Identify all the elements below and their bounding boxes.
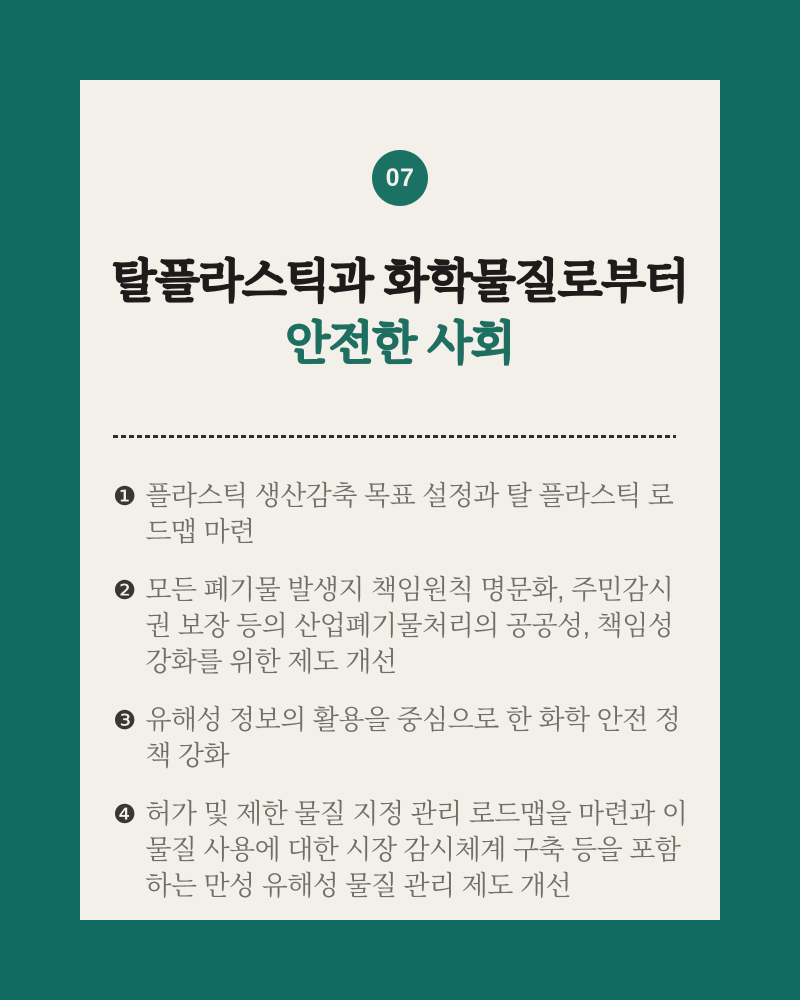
list-item-text: 플라스틱 생산감축 목표 설정과 탈 플라스틱 로드맵 마련 [145, 481, 674, 547]
numbered-bullet-icon: ❶ [113, 481, 137, 511]
list-item [113, 572, 694, 680]
content-card [80, 80, 720, 920]
title-line-1: 탈플라스틱과 화학물질로부터 [111, 255, 689, 307]
list-item-text: 모든 폐기물 발생지 책임원칙 명문화, 주민감시권 보장 등의 산업폐기물처리의 공공성, 책임성 강화를 위한 제도 개선 [145, 575, 674, 677]
policy-list [113, 478, 694, 926]
numbered-bullet-icon: ❸ [113, 705, 137, 735]
list-item [113, 478, 694, 550]
section-number-badge [372, 150, 428, 206]
dashed-divider [113, 435, 676, 438]
numbered-bullet-icon: ❹ [113, 799, 137, 829]
list-item [113, 702, 694, 774]
list-item [113, 796, 694, 904]
list-item-text: 허가 및 제한 물질 지정 관리 로드맵을 마련과 이 물질 사용에 대한 시장 감시체계 구축 등을 포함하는 만성 유해성 물질 관리 제도 개선 [145, 799, 688, 901]
title-line-2: 안전한 사회 [285, 317, 515, 369]
list-item-text: 유해성 정보의 활용을 중심으로 한 화학 안전 정책 강화 [145, 705, 681, 771]
section-number: 07 [385, 163, 415, 192]
page-title [80, 250, 720, 374]
numbered-bullet-icon: ❷ [113, 575, 137, 605]
